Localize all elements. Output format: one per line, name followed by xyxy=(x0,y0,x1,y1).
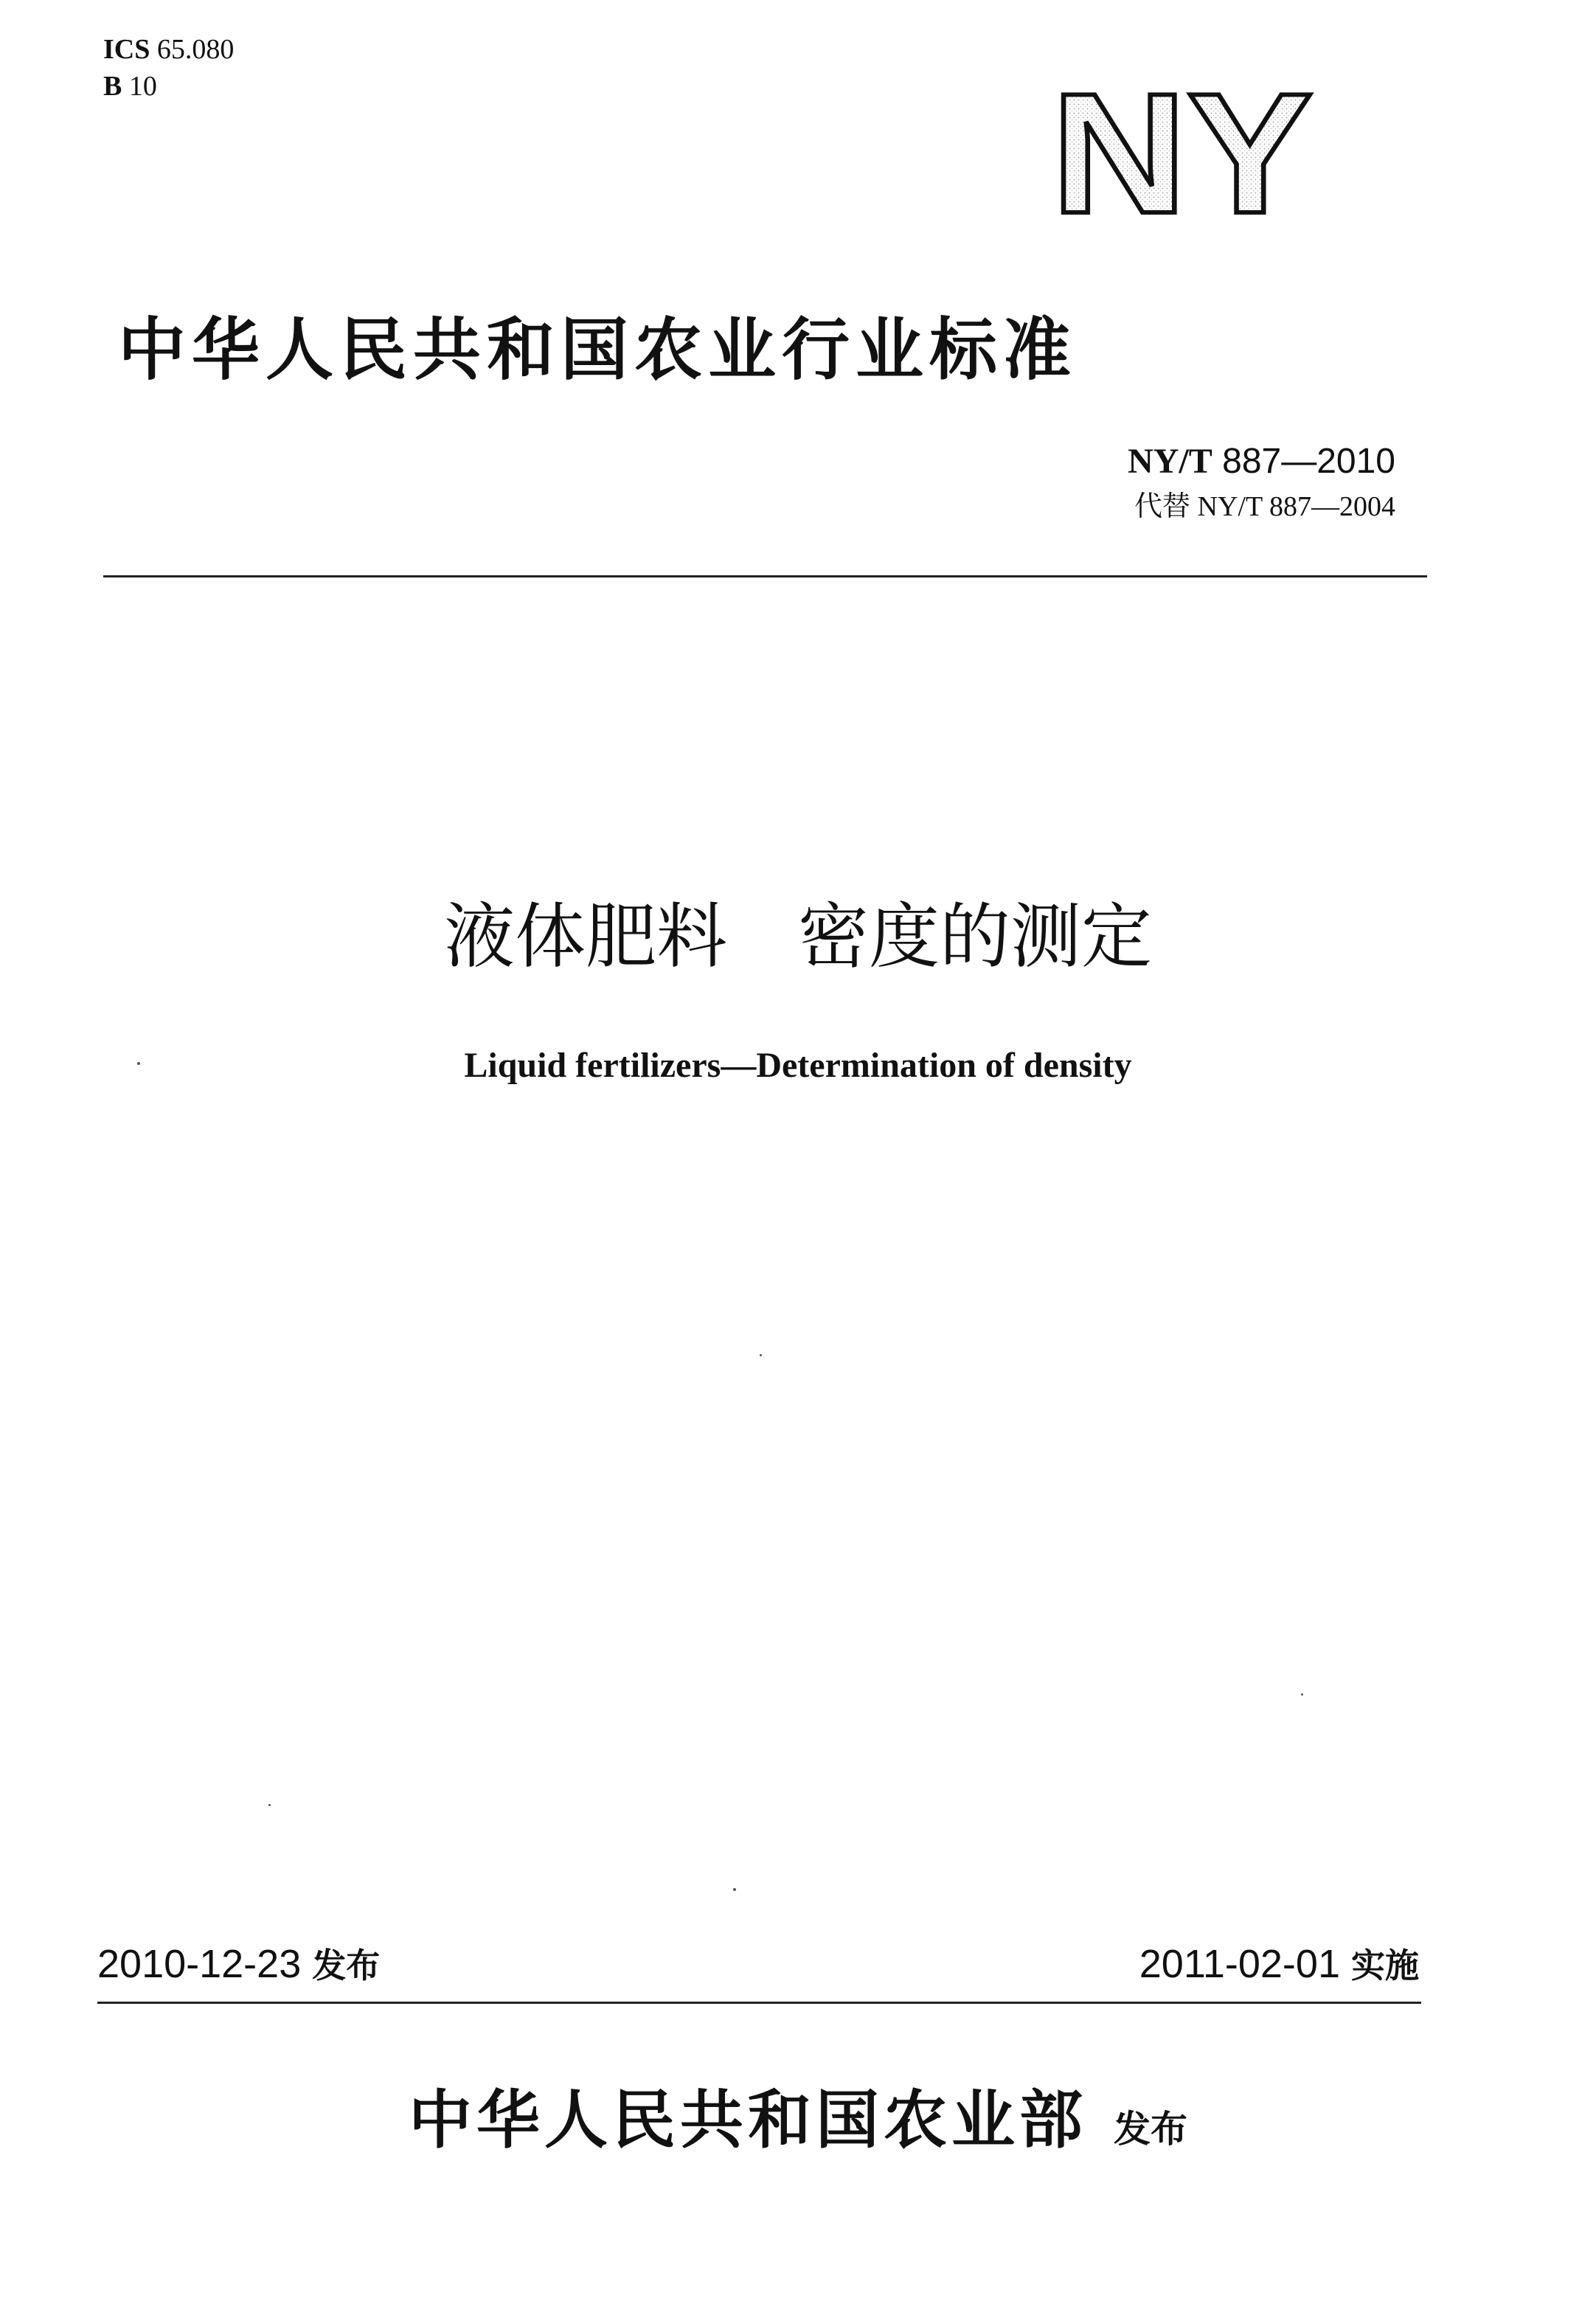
header-divider xyxy=(103,575,1427,577)
ics-value: 65.080 xyxy=(156,34,235,65)
title-english: Liquid fertilizers—Determination of density xyxy=(464,1046,1132,1085)
svg-text:NY: NY xyxy=(1051,81,1313,221)
ccs-classification xyxy=(103,69,157,103)
ny-logo xyxy=(1051,81,1316,221)
replaces-value: NY/T 887—2004 xyxy=(1197,491,1395,522)
implementation-label: 实施 xyxy=(1351,1946,1419,1985)
replaced-standard xyxy=(1134,490,1395,524)
ccs-label: B xyxy=(103,71,122,102)
publisher-name: 中华人民共和国农业部 xyxy=(409,2083,1087,2157)
issue-date xyxy=(97,1940,380,1990)
title-chinese: 液体肥料 密度的测定 xyxy=(444,895,1152,978)
implementation-date-value: 2011-02-01 xyxy=(1139,1942,1340,1986)
standard-number-prefix: NY/T xyxy=(1128,442,1212,481)
standard-category-heading: 中华人民共和国农业行业标准 xyxy=(118,310,1078,389)
publisher-suffix: 发布 xyxy=(1114,2107,1187,2151)
issue-date-value: 2010-12-23 xyxy=(97,1942,302,1986)
scan-speck xyxy=(760,1354,762,1356)
publisher xyxy=(0,2080,1596,2170)
replaces-label: 代替 xyxy=(1134,491,1191,522)
scan-speck xyxy=(733,1888,736,1891)
scan-speck xyxy=(137,1062,140,1065)
ccs-value: 10 xyxy=(128,71,157,102)
ics-classification xyxy=(103,32,234,66)
scan-speck xyxy=(1301,1693,1303,1696)
ics-label: ICS xyxy=(103,34,150,65)
issue-label: 发布 xyxy=(312,1946,381,1985)
scan-speck xyxy=(268,1804,271,1806)
footer-divider xyxy=(97,2002,1421,2004)
standard-number xyxy=(1128,441,1395,482)
standard-number-value: 887—2010 xyxy=(1222,442,1395,481)
implementation-date xyxy=(1139,1940,1419,1990)
